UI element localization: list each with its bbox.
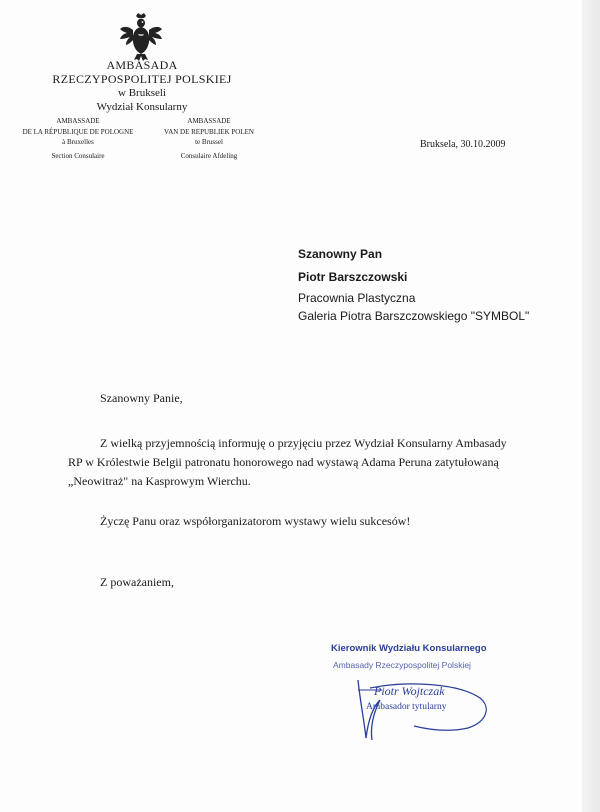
header-nl-line-1: AMBASSADE <box>187 117 231 125</box>
header-line-3: w Brukseli <box>118 87 166 99</box>
polish-eagle-crest-icon <box>118 12 164 62</box>
closing: Z poważaniem, <box>100 575 174 589</box>
header-dutch <box>146 116 272 161</box>
stamp-line-2: Ambasady Rzeczypospolitej Polskiej <box>333 660 471 670</box>
page-edge-shadow <box>582 0 600 812</box>
header-nl-line-2: VAN DE REPUBLIEK POLEN <box>164 127 254 136</box>
header-nl-line-3: te Brussel <box>195 138 223 146</box>
header-line-4: Wydział Konsularny <box>96 101 188 113</box>
recipient-line-1: Pracownia Plastyczna <box>298 291 416 305</box>
handwritten-signature-icon <box>330 650 500 750</box>
recipient-name: Piotr Barszczowski <box>298 270 408 284</box>
recipient-line-2: Galeria Piotra Barszczowskiego "SYMBOL" <box>298 309 530 323</box>
header-fr-line-4: Section Consulaire <box>51 151 105 160</box>
signatory-name: Piotr Wojtczak <box>374 684 445 698</box>
header-fr-line-1: AMBASSADE <box>56 117 100 125</box>
recipient-salutation: Szanowny Pan <box>298 247 383 261</box>
header-nl-line-4: Consulaire Afdeling <box>180 151 238 160</box>
stamp-line-1: Kierownik Wydziału Konsularnego <box>331 643 487 654</box>
paragraph-1-line-1: Z wielką przyjemnością informuję o przyjęciu przez Wydział Konsularny Ambasady <box>100 436 507 450</box>
greeting: Szanowny Panie, <box>100 391 183 405</box>
header-fr-line-2: DE LA RÉPUBLIQUE DE POLOGNE <box>22 127 134 136</box>
header-line-1: AMBASADA <box>106 58 178 72</box>
signatory-title: Ambasador tytularny <box>366 702 447 712</box>
paragraph-1-line-3: „Neowitraż" na Kasprowym Wierchu. <box>68 474 251 488</box>
paragraph-1-line-2: RP w Królestwie Belgii patronatu honorowego nad wystawą Adama Peruna zatytułowaną <box>68 455 499 469</box>
letter-date: Bruksela, 30.10.2009 <box>420 139 506 150</box>
header-french <box>8 116 148 161</box>
embassy-header <box>40 58 244 114</box>
header-fr-line-3: à Bruxelles <box>62 138 94 146</box>
header-line-2: RZECZYPOSPOLITEJ POLSKIEJ <box>52 72 232 86</box>
paragraph-2: Życzę Panu oraz współorganizatorom wystawy wielu sukcesów! <box>100 514 411 528</box>
